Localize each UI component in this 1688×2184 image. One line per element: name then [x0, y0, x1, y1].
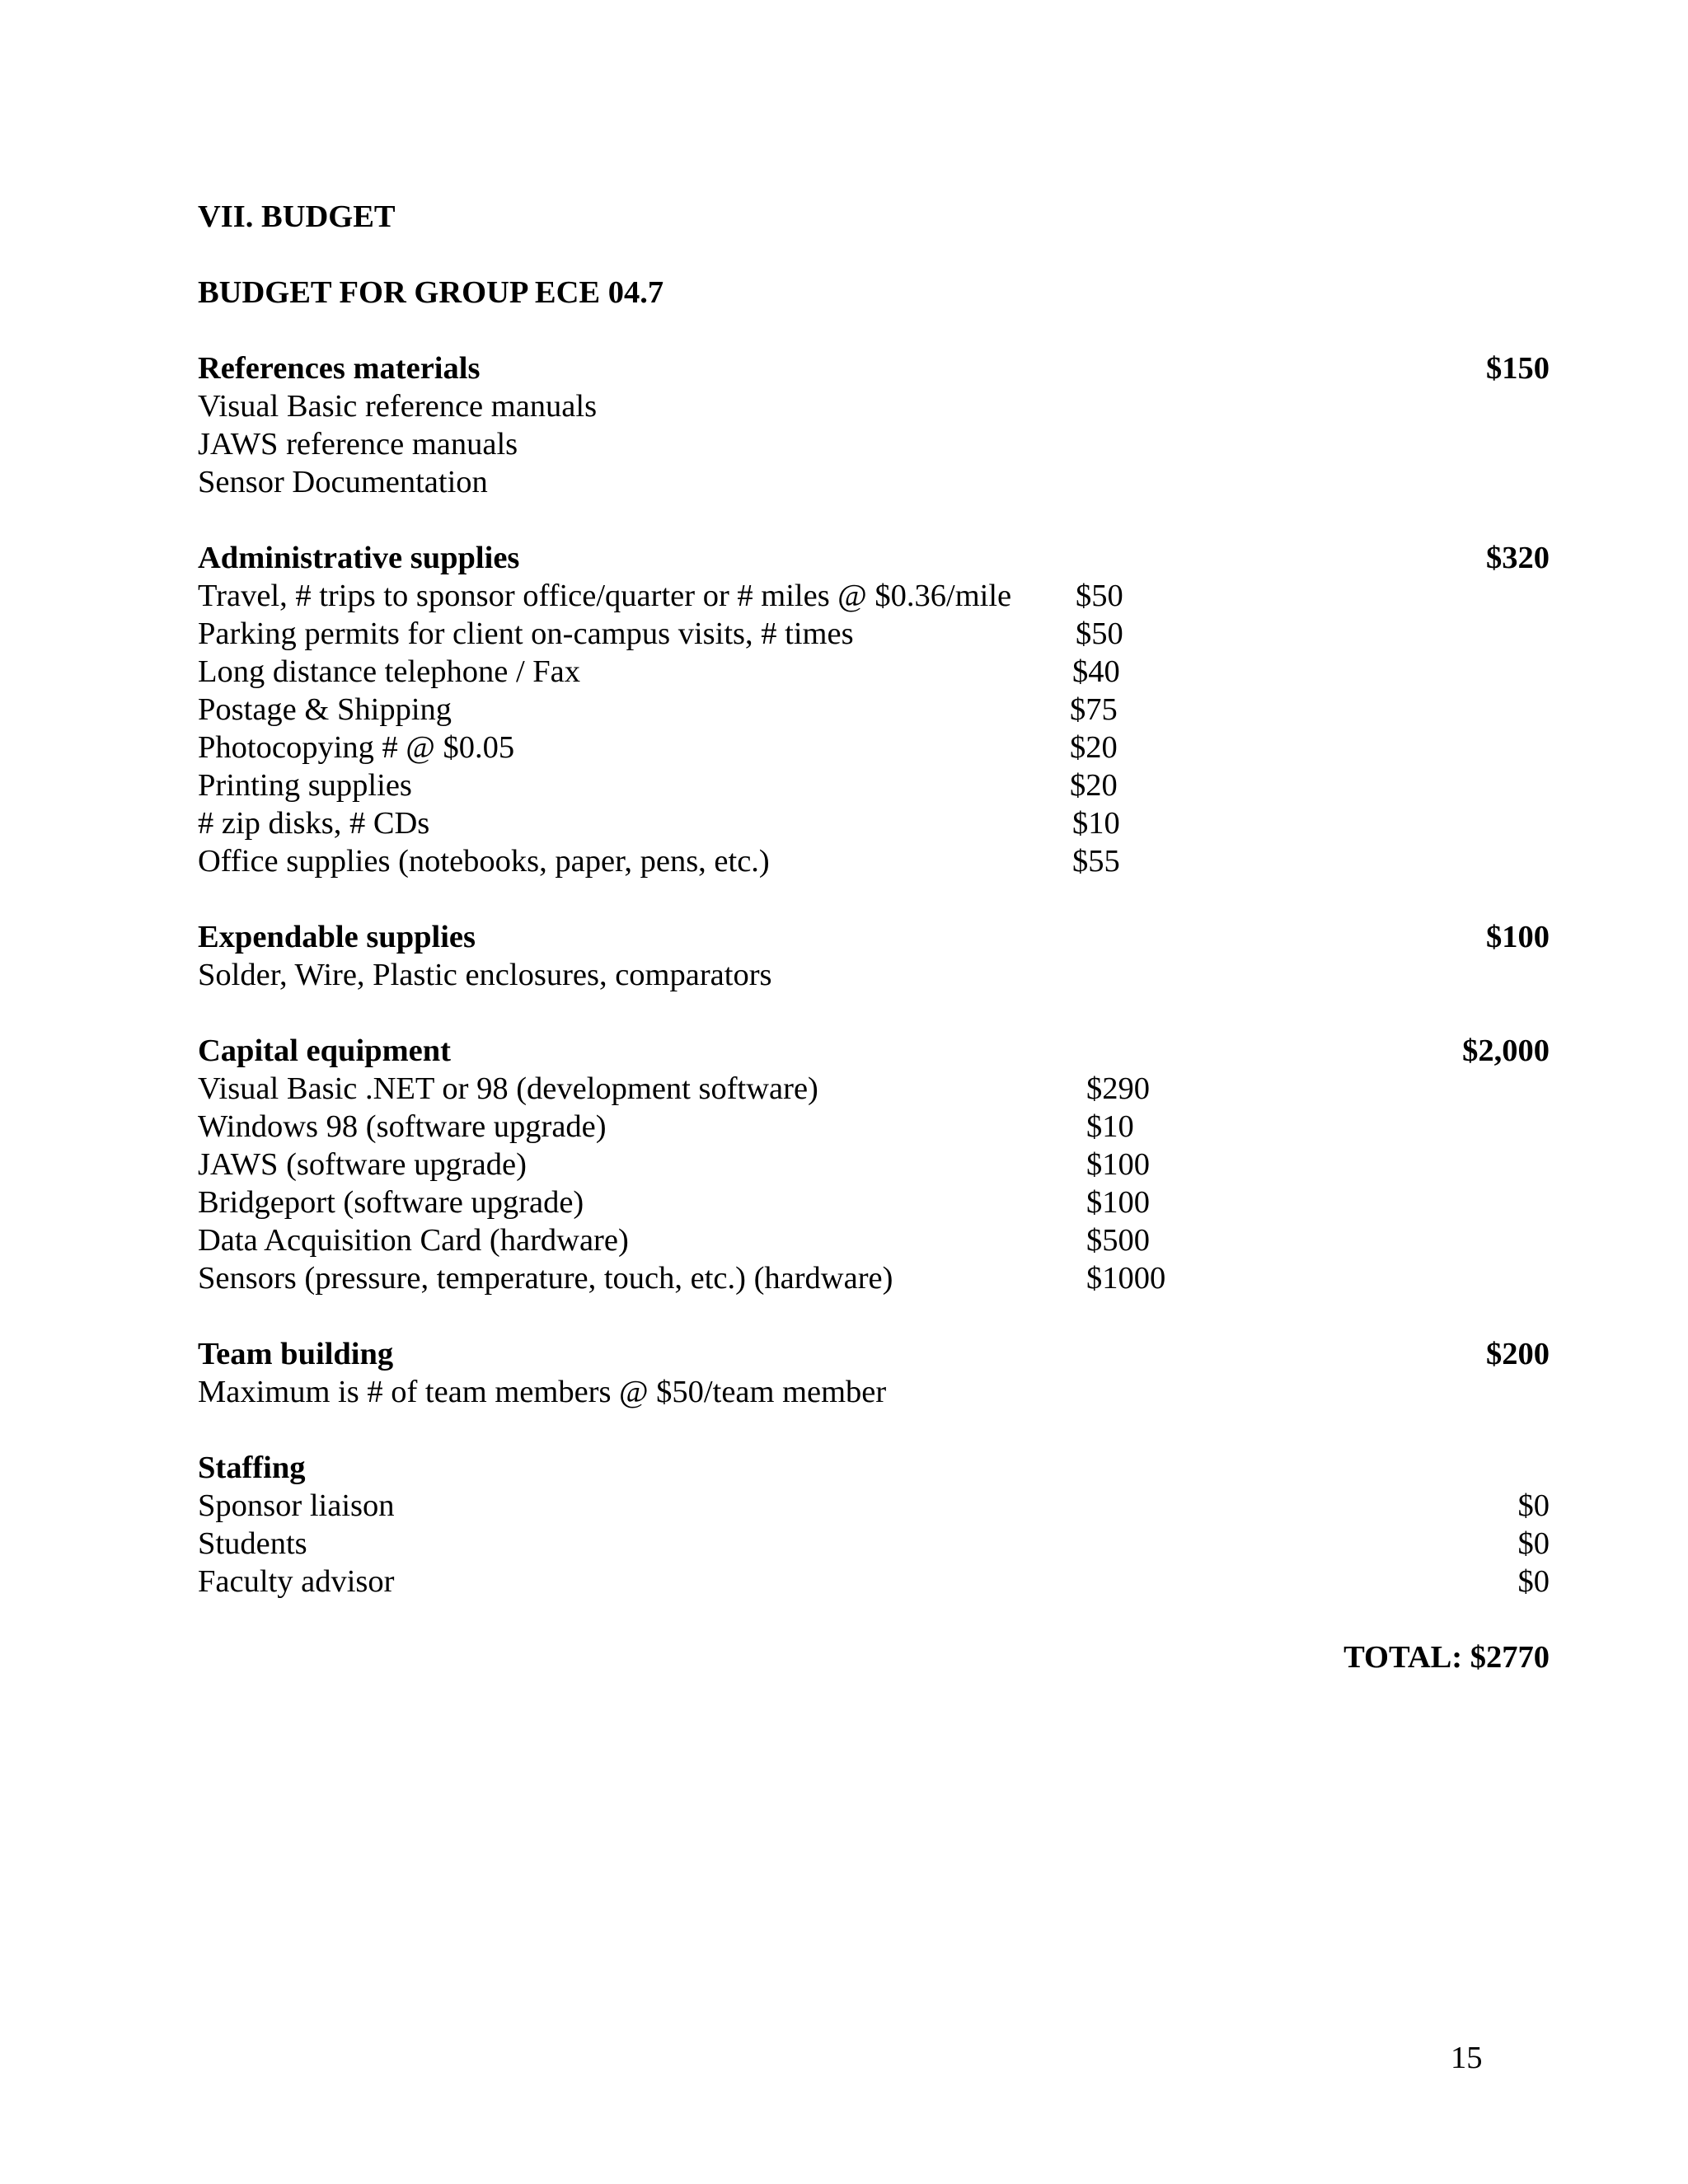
team-building-total: $200	[1486, 1337, 1550, 1371]
team-building-item: Maximum is # of team members @ $50/team member	[198, 1375, 887, 1409]
administrative-item-label: Postage & Shipping	[198, 692, 452, 727]
administrative-item-amount: $40	[1072, 654, 1120, 689]
administrative-item-amount: $75	[1070, 692, 1118, 727]
page-number: 15	[1451, 2041, 1483, 2075]
references-item: Visual Basic reference manuals	[198, 389, 598, 424]
staffing-item-label: Sponsor liaison	[198, 1488, 395, 1523]
capital-item-amount: $290	[1086, 1071, 1150, 1106]
staffing-title: Staffing	[198, 1451, 306, 1485]
expendable-total: $100	[1486, 920, 1550, 954]
administrative-item-label: Parking permits for client on-campus visits, # times	[198, 616, 854, 651]
administrative-item-label: Printing supplies	[198, 768, 412, 803]
administrative-item-label: Office supplies (notebooks, paper, pens, etc.)	[198, 844, 770, 879]
administrative-item-amount: $10	[1072, 806, 1120, 841]
budget-page	[198, 0, 1550, 2184]
capital-item-label: JAWS (software upgrade)	[198, 1147, 527, 1182]
references-total: $150	[1486, 351, 1550, 386]
capital-item-amount: $500	[1086, 1223, 1150, 1258]
administrative-item-amount: $20	[1070, 730, 1118, 765]
administrative-item-amount: $20	[1070, 768, 1118, 803]
references-item: JAWS reference manuals	[198, 427, 518, 462]
expendable-title: Expendable supplies	[198, 920, 476, 954]
capital-item-label: Sensors (pressure, temperature, touch, etc.) (hardware)	[198, 1261, 893, 1296]
capital-item-amount: $100	[1086, 1185, 1150, 1220]
staffing-item-label: Faculty advisor	[198, 1564, 395, 1599]
administrative-item-amount: $50	[1076, 616, 1123, 651]
section-heading: VII. BUDGET	[198, 199, 396, 234]
administrative-item-label: Travel, # trips to sponsor office/quarter or # miles @ $0.36/mile	[198, 579, 1012, 613]
capital-item-label: Visual Basic .NET or 98 (development software)	[198, 1071, 818, 1106]
group-heading: BUDGET FOR GROUP ECE 04.7	[198, 275, 664, 310]
administrative-item-label: Photocopying # @ $0.05	[198, 730, 515, 765]
administrative-item-label: Long distance telephone / Fax	[198, 654, 581, 689]
capital-item-amount: $10	[1086, 1109, 1134, 1144]
references-title: References materials	[198, 351, 481, 386]
budget-total: TOTAL: $2770	[1343, 1640, 1550, 1675]
expendable-item: Solder, Wire, Plastic enclosures, comparators	[198, 958, 772, 992]
team-building-title: Team building	[198, 1337, 394, 1371]
capital-total: $2,000	[1462, 1033, 1550, 1068]
capital-item-label: Data Acquisition Card (hardware)	[198, 1223, 629, 1258]
capital-item-amount: $100	[1086, 1147, 1150, 1182]
administrative-item-label: # zip disks, # CDs	[198, 806, 430, 841]
references-item: Sensor Documentation	[198, 465, 488, 499]
staffing-item-amount: $0	[1517, 1564, 1550, 1599]
capital-item-amount: $1000	[1086, 1261, 1166, 1296]
administrative-item-amount: $50	[1076, 579, 1123, 613]
administrative-total: $320	[1486, 541, 1550, 575]
staffing-item-amount: $0	[1517, 1526, 1550, 1561]
staffing-item-label: Students	[198, 1526, 307, 1561]
capital-title: Capital equipment	[198, 1033, 451, 1068]
capital-item-label: Bridgeport (software upgrade)	[198, 1185, 584, 1220]
staffing-item-amount: $0	[1517, 1488, 1550, 1523]
administrative-item-amount: $55	[1072, 844, 1120, 879]
administrative-title: Administrative supplies	[198, 541, 520, 575]
capital-item-label: Windows 98 (software upgrade)	[198, 1109, 607, 1144]
